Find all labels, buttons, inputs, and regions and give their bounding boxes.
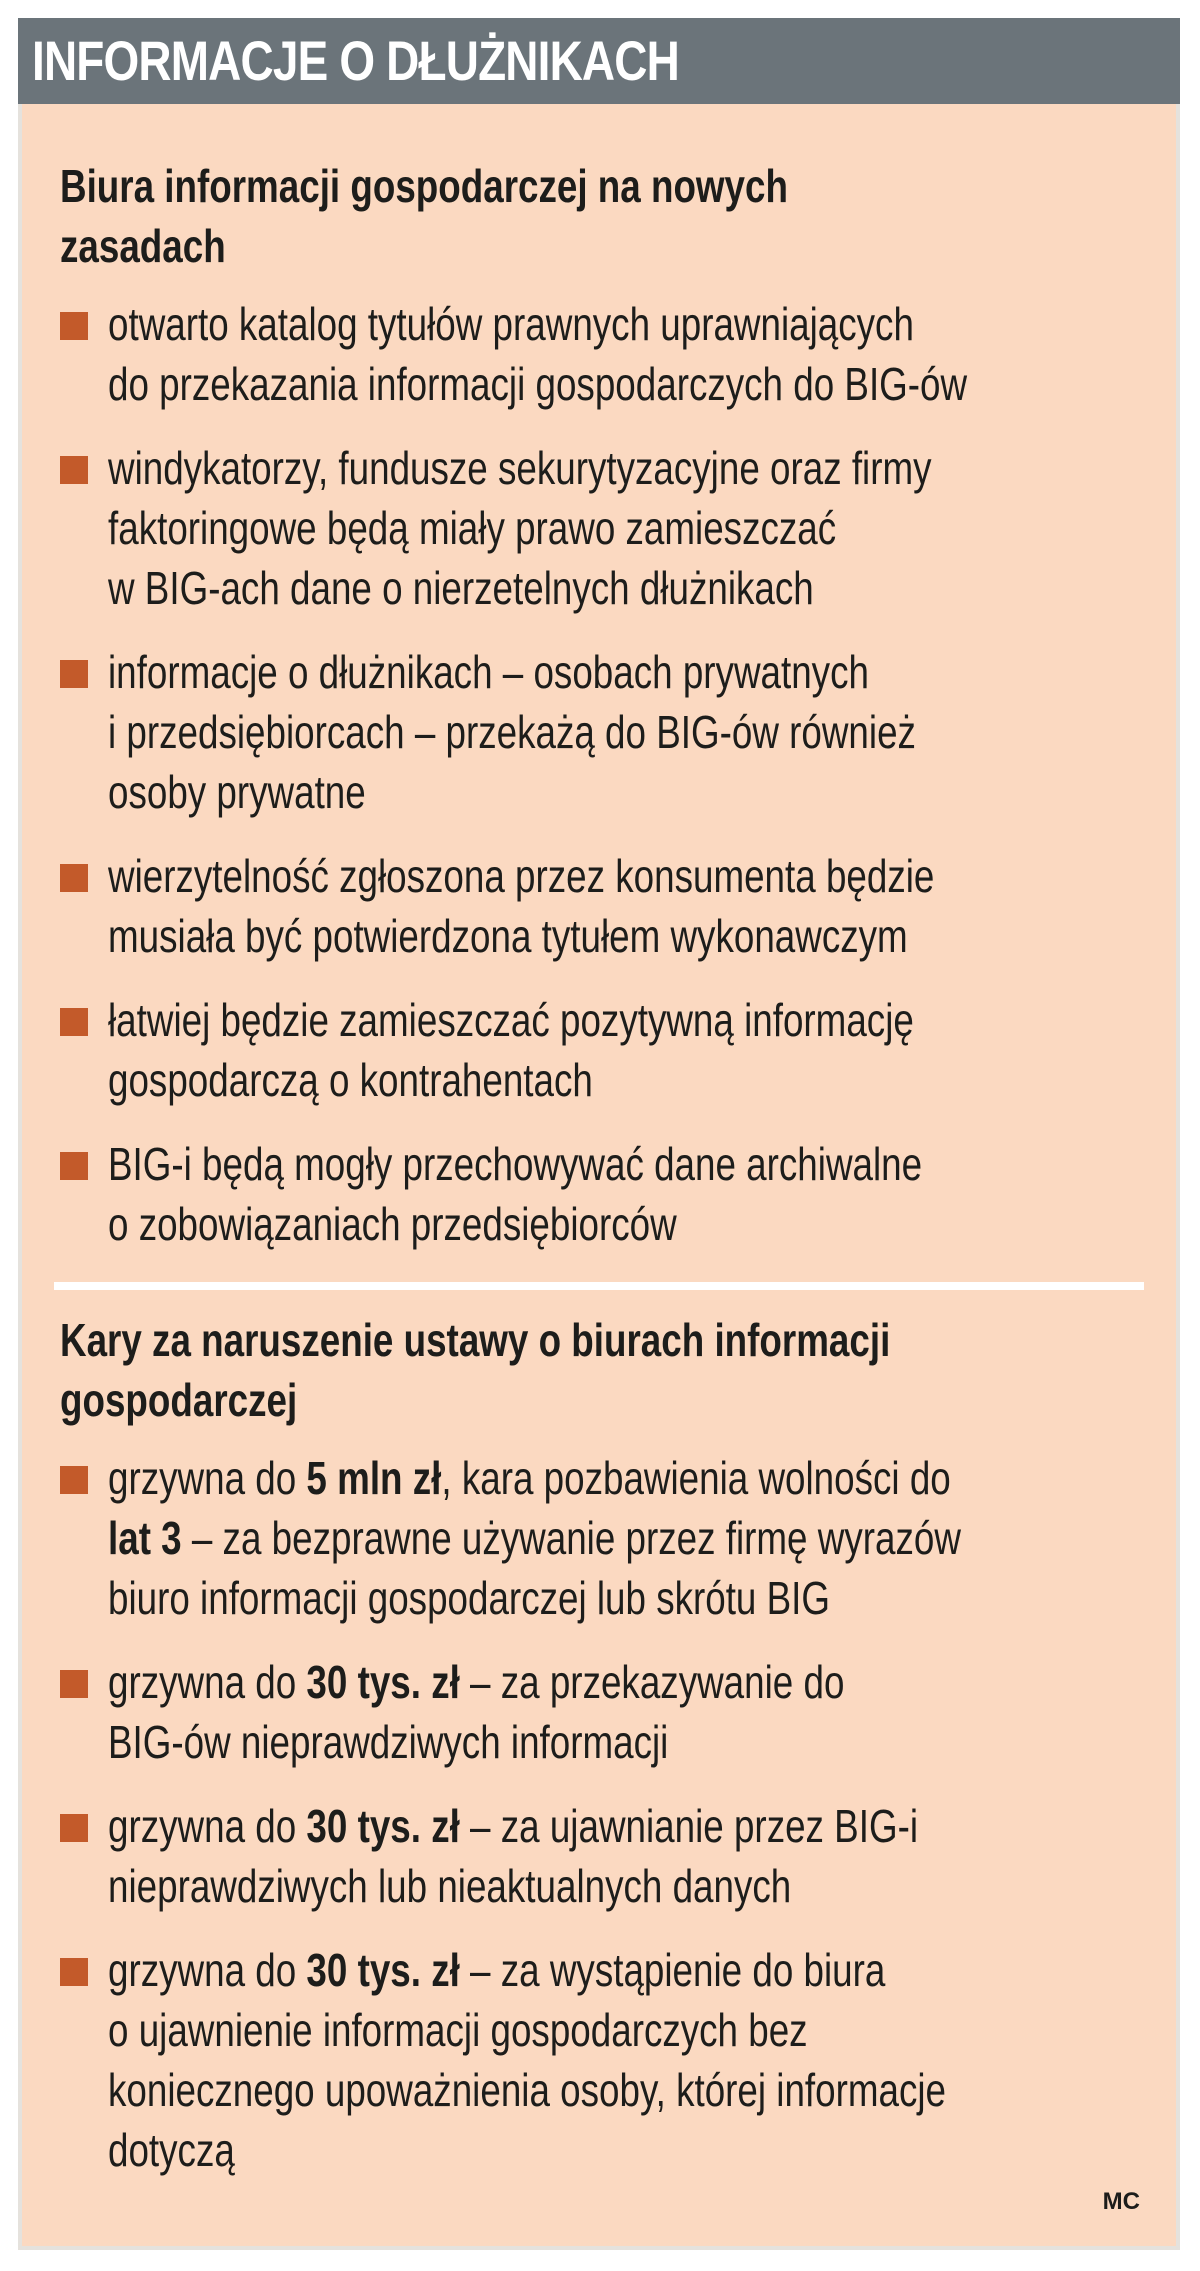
text-line: faktoringowe będą miały prawo zamieszczać (108, 502, 837, 554)
list-item-text (108, 1448, 1140, 1628)
section-title-line: Kary za naruszenie ustawy o biurach informacji (60, 1314, 891, 1366)
section-title-line: zasadach (60, 220, 226, 272)
text-line: osoby prywatne (108, 766, 366, 818)
text-line: w BIG-ach dane o nierzetelnych dłużnikach (108, 562, 814, 614)
list-item-text (108, 990, 1140, 1110)
text-run: , kara pozbawienia wolności do (441, 1452, 951, 1504)
text-line: koniecznego upoważnienia osoby, której informacje (108, 2064, 947, 2116)
penalty-amount: 30 tys. zł (306, 1944, 460, 1996)
text-line: łatwiej będzie zamieszczać pozytywną informację (108, 994, 914, 1046)
section-penalties (60, 1310, 1140, 2204)
list-item (60, 1448, 1140, 1628)
section-title (60, 1310, 1116, 1430)
list-item (60, 294, 1140, 414)
square-bullet-icon (60, 1958, 88, 1986)
text-line (108, 1448, 1140, 1508)
penalty-amount: 30 tys. zł (306, 1656, 460, 1708)
text-line: BIG-ów nieprawdziwych informacji (108, 1716, 669, 1768)
section-new-rules (60, 156, 1140, 1278)
list-item-text (108, 294, 1140, 414)
penalty-amount: 30 tys. zł (306, 1800, 460, 1852)
square-bullet-icon (60, 312, 88, 340)
square-bullet-icon (60, 456, 88, 484)
list-item (60, 1796, 1140, 1916)
text-line (108, 1508, 1140, 1568)
list-item (60, 1940, 1140, 2180)
infobox-header (18, 18, 1180, 104)
text-line: o ujawnienie informacji gospodarczych bez (108, 2004, 808, 2056)
text-line (108, 1652, 1140, 1712)
text-line: i przedsiębiorcach – przekażą do BIG-ów również (108, 706, 916, 758)
square-bullet-icon (60, 1008, 88, 1036)
section-divider (54, 1282, 1144, 1290)
author-credit: MC (1102, 2188, 1140, 2215)
text-line: musiała być potwierdzona tytułem wykonawczym (108, 910, 908, 962)
square-bullet-icon (60, 1814, 88, 1842)
list-item (60, 438, 1140, 618)
square-bullet-icon (60, 660, 88, 688)
text-line: biuro informacji gospodarczej lub skrótu BIG (108, 1572, 831, 1624)
text-run: grzywna do (108, 1944, 307, 1996)
text-run: – za wystąpienie do biura (459, 1944, 886, 1996)
section-title-line: gospodarczej (60, 1374, 298, 1426)
square-bullet-icon (60, 1670, 88, 1698)
section-title-line: Biura informacji gospodarczej na nowych (60, 160, 788, 212)
infobox-panel (18, 104, 1180, 2250)
text-run: grzywna do (108, 1452, 307, 1504)
infobox-title: INFORMACJE O DŁUŻNIKACH (32, 29, 679, 92)
text-line (108, 1796, 1140, 1856)
square-bullet-icon (60, 1466, 88, 1494)
text-line: BIG-i będą mogły przechowywać dane archiwalne (108, 1138, 923, 1190)
list-item (60, 846, 1140, 966)
list-item (60, 1134, 1140, 1254)
square-bullet-icon (60, 1152, 88, 1180)
text-line: nieprawdziwych lub nieaktualnych danych (108, 1860, 792, 1912)
list-item (60, 1652, 1140, 1772)
penalty-term: lat 3 (108, 1512, 182, 1564)
infobox (18, 18, 1180, 2250)
text-line: o zobowiązaniach przedsiębiorców (108, 1198, 677, 1250)
list-item (60, 990, 1140, 1110)
text-line: do przekazania informacji gospodarczych do BIG-ów (108, 358, 968, 410)
text-run: – za przekazywanie do (459, 1656, 845, 1708)
text-line: informacje o dłużnikach – osobach prywatnych (108, 646, 869, 698)
text-run: grzywna do (108, 1656, 307, 1708)
text-line: dotyczą (108, 2124, 235, 2176)
list-item-text (108, 1652, 1140, 1772)
list-item-text (108, 1796, 1140, 1916)
list-item-text (108, 438, 1140, 618)
text-run: – za bezprawne używanie przez firmę wyrazów (181, 1512, 961, 1564)
text-line: wierzytelność zgłoszona przez konsumenta będzie (108, 850, 935, 902)
text-line: otwarto katalog tytułów prawnych uprawniających (108, 298, 914, 350)
penalty-amount: 5 mln zł (306, 1452, 442, 1504)
list-item-text (108, 1940, 1140, 2180)
text-run: grzywna do (108, 1800, 307, 1852)
text-line: gospodarczą o kontrahentach (108, 1054, 593, 1106)
text-run: – za ujawnianie przez BIG-i (459, 1800, 919, 1852)
list-item-text (108, 846, 1140, 966)
section-title (60, 156, 1116, 276)
list-item-text (108, 642, 1140, 822)
square-bullet-icon (60, 864, 88, 892)
list-item (60, 642, 1140, 822)
text-line: windykatorzy, fundusze sekurytyzacyjne oraz firmy (108, 442, 932, 494)
text-line (108, 1940, 1140, 2000)
list-item-text (108, 1134, 1140, 1254)
